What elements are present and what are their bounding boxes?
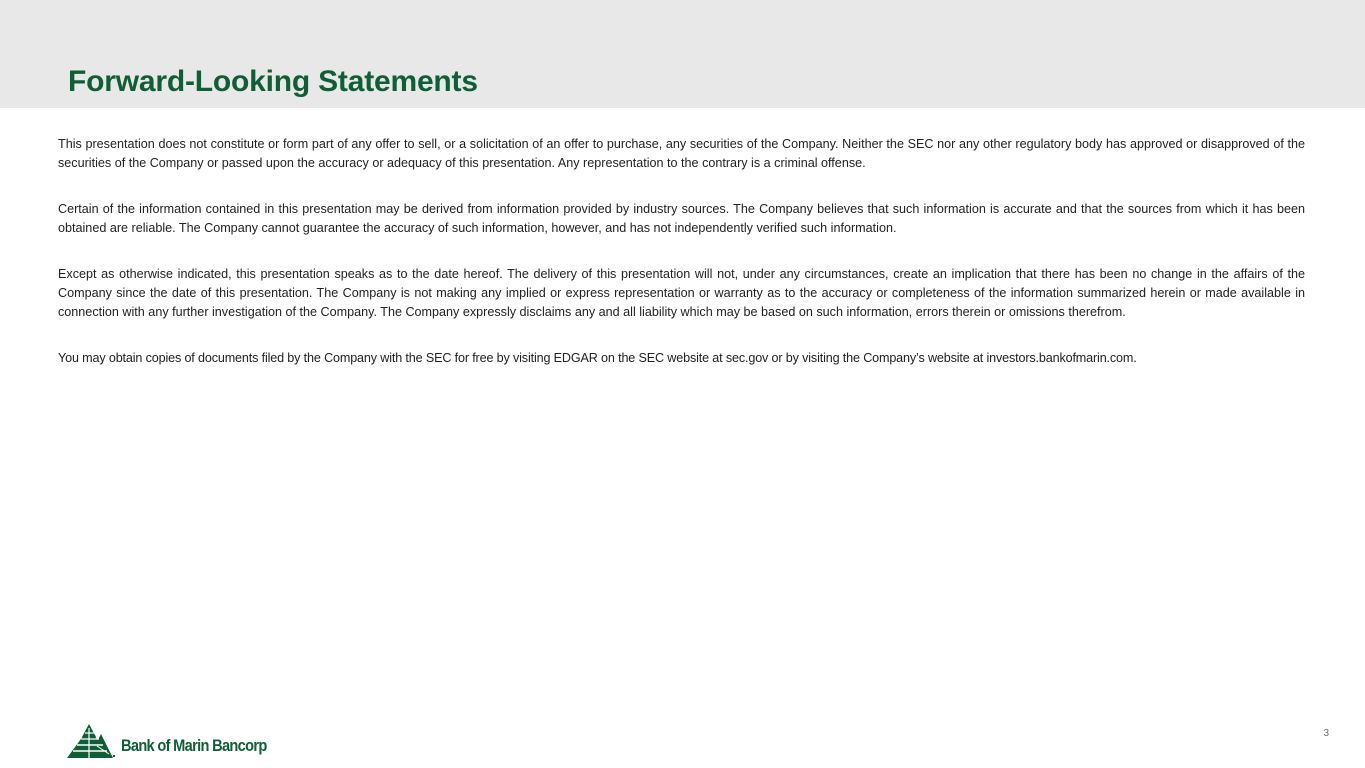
disclaimer-paragraph-date: Except as otherwise indicated, this presentation speaks as to the date hereof. The delivery of this presentation will not, under any circumstances, create an implication that there has been no change in the affairs of the Company since the date of this presentation. The Company is not making any implied or express representation or warranty as to the accuracy or completeness of the information summarized herein or made available in connection with any further investigation of the Company. The Company expressly disclaims any and all liability which may be based on such information, errors therein or omissions therefrom. (58, 267, 1305, 319)
company-logo-wordmark: Bank of Marin Bancorp (121, 736, 267, 755)
disclaimer-paragraph-sources: Certain of the information contained in this presentation may be derived from information provided by industry sources. The Company believes that such information is accurate and that the sources from which it has been obtained are reliable. The Company cannot guarantee the accuracy of such information, however, and has not independently verified such information. (58, 202, 1305, 235)
slide-title: Forward-Looking Statements (68, 65, 478, 98)
disclaimer-paragraph-offer: This presentation does not constitute or form part of any offer to sell, or a solicitation of an offer to purchase, any securities of the Company. Neither the SEC nor any other regulatory body has approved or disapproved of the securities of the Company or passed upon the accuracy or adequacy of this presentation. Any representation to the contrary is a criminal offense. (58, 137, 1305, 170)
disclaimer-paragraph-filings: You may obtain copies of documents filed by the Company with the SEC for free by visiting EDGAR on the SEC website at sec.gov or by visiting the Company’s website at investors.bankofmarin.com. (58, 351, 1137, 365)
company-logo (67, 718, 290, 758)
tree-mountain-logo-icon (67, 720, 117, 758)
page-number: 3 (1323, 728, 1329, 739)
disclaimer-body (58, 135, 1305, 395)
